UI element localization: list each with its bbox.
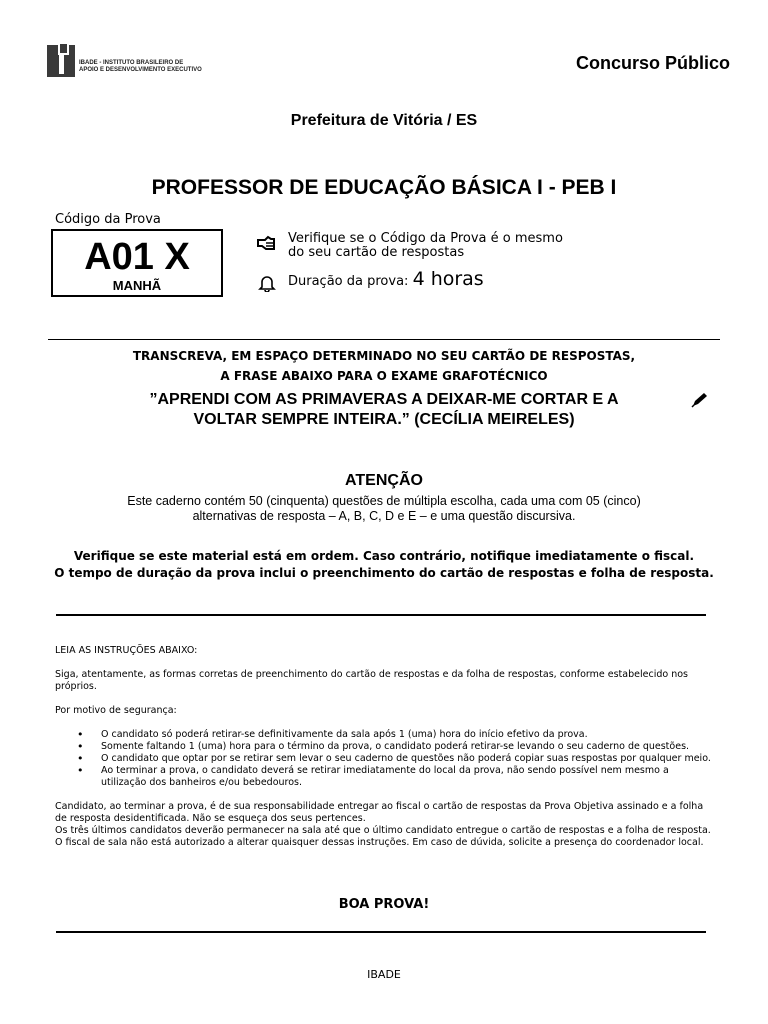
instrucoes-list [55,729,715,789]
footer-ibade: IBADE [367,968,401,981]
codigo-box [51,229,223,297]
bell-icon [258,274,276,292]
boa-prova: BOA PROVA! [338,897,430,912]
list-item: • Ao terminar a prova, o candidato deverá se retirar imediatamente do local da prova, não sendo possível nem mesmo a utilização dos banheiros e/ou bebedouros. [101,765,715,789]
divider-bottom [56,931,706,933]
verifique-material-text: Verifique se este material está em ordem. Caso contrário, notifique imediatamente o fiscal. O tempo de duração da prova inclui o preenchimento do cartão de respostas e folha de resposta. [54,549,714,580]
prefeitura-title: Prefeitura de Vitória / ES [290,112,478,129]
transcreva-instruction: TRANSCREVA, EM ESPAÇO DETERMINADO NO SEU CARTÃO DE RESPOSTAS, A FRASE ABAIXO PARA O EXAME GRAFOTÉCNICO [132,349,636,383]
turno-label: MANHÃ [112,278,162,293]
codigo-label: Código da Prova [55,212,161,227]
instrucoes-section [55,645,715,849]
pointing-hand-icon [256,234,276,252]
verifique-codigo-text: Verifique se o Código da Prova é o mesmo do seu cartão de respostas [288,231,563,260]
instrucoes-final: Candidato, ao terminar a prova, é de sua responsabilidade entregar ao fiscal o cartão de respostas da Prova Objetiva assinado e a folha de resposta desidentificada. Não se esqueça dos seus pertences. Os três últimos candidatos deverão permanecer na sala até que o último candidato entregue o cartão de respostas e a folha de resposta. O fiscal de sala não está autorizado a alterar quaisquer dessas instruções. Em caso de dúvida, solicite a presença do coordenador local. [55,801,711,848]
logo-i-stem [59,54,64,74]
cargo-title: PROFESSOR DE EDUCAÇÃO BÁSICA I - PEB I [151,176,617,199]
caderno-description: Este caderno contém 50 (cinquenta) questões de múltipla escolha, cada uma com 05 (cinco) alternativas de resposta – A, B, C, D e E – e uma questão discursiva. [127,494,641,523]
logo-text: IBADE - INSTITUTO BRASILEIRO DE APOIO E DESENVOLVIMENTO EXECUTIVO [79,60,202,73]
list-item: • O candidato só poderá retirar-se definitivamente da sala após 1 (uma) hora do início efetivo da prova. [101,729,715,741]
list-item: • O candidato que optar por se retirar sem levar o seu caderno de questões não poderá copiar suas respostas por qualquer meio. [101,753,715,765]
instrucoes-siga: Siga, atentamente, as formas corretas de preenchimento do cartão de respostas e da folha de respostas, conforme estabelecido nos próprios. [55,669,688,692]
atencao-title: ATENÇÃO [345,472,423,489]
codigo-value: A01 X [84,236,190,278]
divider-middle [56,614,706,616]
duracao-text: Duração da prova: 4 horas [288,268,484,290]
duracao-value: 4 horas [412,268,484,290]
concurso-title: Concurso Público [575,53,730,73]
divider-top [48,339,720,340]
list-item: • Somente faltando 1 (uma) hora para o término da prova, o candidato poderá retirar-se levando o seu caderno de questões. [101,741,715,753]
instrucoes-heading: LEIA AS INSTRUÇÕES ABAIXO: [55,645,198,656]
ibade-logo [47,42,207,82]
pencil-icon [690,391,710,409]
instrucoes-seguranca: Por motivo de segurança: [55,705,177,716]
frase-grafotecnico: ”APRENDI COM AS PRIMAVERAS A DEIXAR-ME CORTAR E A VOLTAR SEMPRE INTEIRA.” (CECÍLIA MEIRELES) [149,391,619,428]
